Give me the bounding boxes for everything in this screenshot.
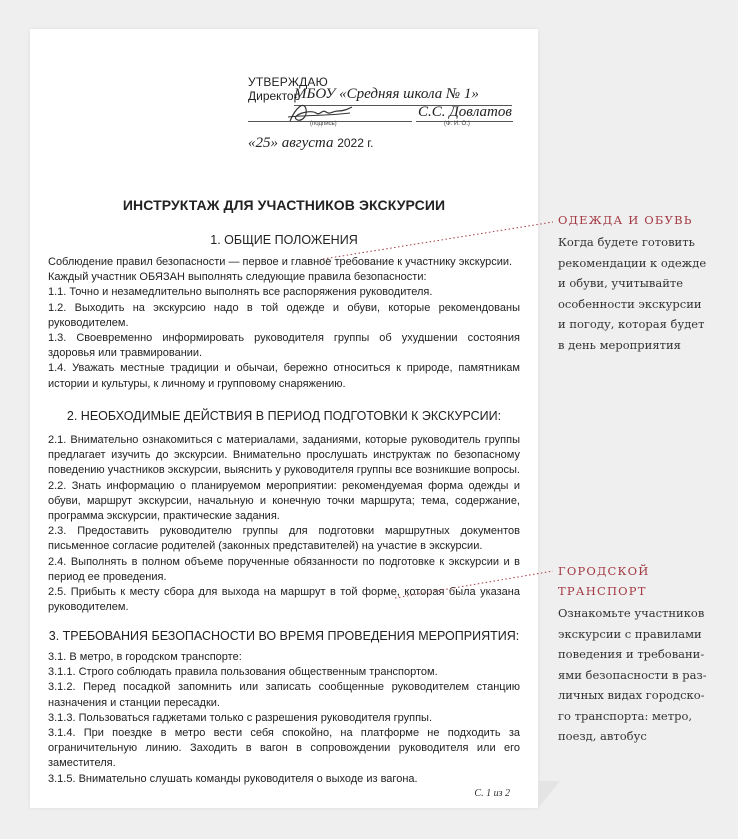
- note-line: ями безопасности в раз-: [558, 667, 707, 682]
- note-line: Когда будете готовить: [558, 235, 695, 249]
- school-name: МБОУ «Средняя школа № 1»: [294, 86, 479, 102]
- approval-date-day: «25» августа: [248, 135, 334, 151]
- section3-paragraph: 3.1.5. Внимательно слушать команды руководителя о выходе из вагона.: [48, 772, 418, 785]
- section1-paragraph: 1.3. Своевременно информировать руководителя группы об ухудшении состояния здоровья или травмировании.: [48, 332, 520, 360]
- note-title-line: ГОРОДСКОЙ: [558, 564, 650, 578]
- note-transport-title: [558, 561, 733, 601]
- section2-paragraph: 2.3. Предоставить руководителю группы для подготовки маршрутных документов письменное согласие родителей (законных представителей) на участие в экскурсии.: [48, 525, 520, 553]
- section1-paragraph: 1.2. Выходить на экскурсию надо в той одежде и обуви, которые рекомендованы руководителем.: [48, 301, 520, 329]
- approve-heading: УТВЕРЖДАЮ: [248, 75, 328, 89]
- note-transport-body: [558, 603, 733, 747]
- note-title-line: ТРАНСПОРТ: [558, 584, 647, 598]
- section2-title: 2. НЕОБХОДИМЫЕ ДЕЙСТВИЯ В ПЕРИОД ПОДГОТОВКИ К ЭКСКУРСИИ:: [66, 409, 502, 423]
- section1-title: 1. ОБЩИЕ ПОЛОЖЕНИЯ: [210, 233, 358, 247]
- note-line: в день мероприятия: [558, 337, 681, 352]
- section1-paragraph: Соблюдение правил безопасности — первое и главное требование к участнику экскурсии.: [48, 256, 513, 268]
- document-title: ИНСТРУКТАЖ ДЛЯ УЧАСТНИКОВ ЭКСКУРСИИ: [122, 197, 446, 213]
- section3-paragraph: 3.1.1. Строго соблюдать правила пользования общественным транспортом.: [48, 666, 438, 679]
- section3-title: 3. ТРЕБОВАНИЯ БЕЗОПАСНОСТИ ВО ВРЕМЯ ПРОВЕДЕНИЯ МЕРОПРИЯТИЯ:: [48, 629, 520, 643]
- note-clothing: [558, 210, 733, 355]
- section1-paragraph: 1.1. Точно и незамедлительно выполнять все распоряжения руководителя.: [48, 286, 433, 299]
- note-line: Ознакомьте участников: [558, 606, 705, 620]
- section3-paragraph: 3.1.3. Пользоваться гаджетами только с разрешения руководителя группы.: [48, 711, 432, 724]
- director-name: С.С. Довлатов: [418, 104, 512, 120]
- section2-paragraph: 2.2. Знать информацию о планируемом мероприятии: рекомендуемая форма одежды и обуви, маршрут экскурсии, начальную и конечную точки маршрута; тема, содержание, программа экскурсии, практические задания.: [48, 479, 520, 523]
- note-clothing-title: ОДЕЖДА И ОБУВЬ: [558, 213, 693, 227]
- section2-paragraph: 2.1. Внимательно ознакомиться с материалами, заданиями, которые руководитель группы предлагает изучить до экскурсии. Внимательно прослушать инструктаж по безопасному поведению участников экскурсии, выяснить у руководителя группы все возникшие вопросы.: [48, 434, 520, 477]
- fio-caption: (Ф. И. О.): [444, 121, 470, 127]
- section1-paragraph: Каждый участник ОБЯЗАН выполнять следующие правила безопасности:: [48, 271, 427, 284]
- note-line: поведения и требовани-: [558, 647, 705, 661]
- note-line: особенности экскурсии: [558, 296, 702, 311]
- note-line: личных видах городско-: [558, 688, 705, 702]
- leader-line-clothing: [323, 222, 553, 259]
- page-number: С. 1 из 2: [474, 788, 510, 799]
- note-line: и погоду, которая будет: [558, 317, 705, 331]
- director-label: Директор: [248, 89, 301, 103]
- note-line: поезд, автобус: [558, 729, 647, 743]
- section2-paragraph: 2.4. Выполнять в полном объеме порученные обязанности по подготовке к экскурсии и в период ее проведения.: [48, 555, 520, 583]
- note-line: экскурсии с правилами: [558, 626, 702, 641]
- note-line: го транспорта: метро,: [558, 708, 693, 723]
- note-line: рекомендации к одежде: [558, 255, 707, 270]
- note-line: и обуви, учитывайте: [558, 276, 684, 290]
- section2-paragraph: 2.5. Прибыть к месту сбора для выхода на маршрут в той форме, которая была указана руководителем.: [48, 586, 520, 614]
- section3-paragraph: 3.1.4. При поездке в метро вести себя спокойно, на платформе не подходить за ограничительную линию. Заходить в вагон в сопровождении руководителя или его заместителя.: [48, 727, 520, 770]
- approval-year: 2022 г.: [337, 136, 374, 150]
- signature-caption: (подпись): [310, 121, 337, 127]
- note-clothing-body: [558, 232, 733, 355]
- note-transport: [558, 561, 733, 747]
- section1-paragraph: 1.4. Уважать местные традиции и обычаи, бережно относиться к природе, памятникам истории и культуры, к личному и групповому снаряжению.: [48, 362, 520, 390]
- section3-paragraph: 3.1. В метро, в городском транспорте:: [48, 651, 242, 663]
- section3-paragraph: 3.1.2. Перед посадкой запомнить или записать сообщенные руководителем станцию назначения и станции пересадки.: [48, 681, 520, 709]
- leader-line-transport: [395, 571, 553, 598]
